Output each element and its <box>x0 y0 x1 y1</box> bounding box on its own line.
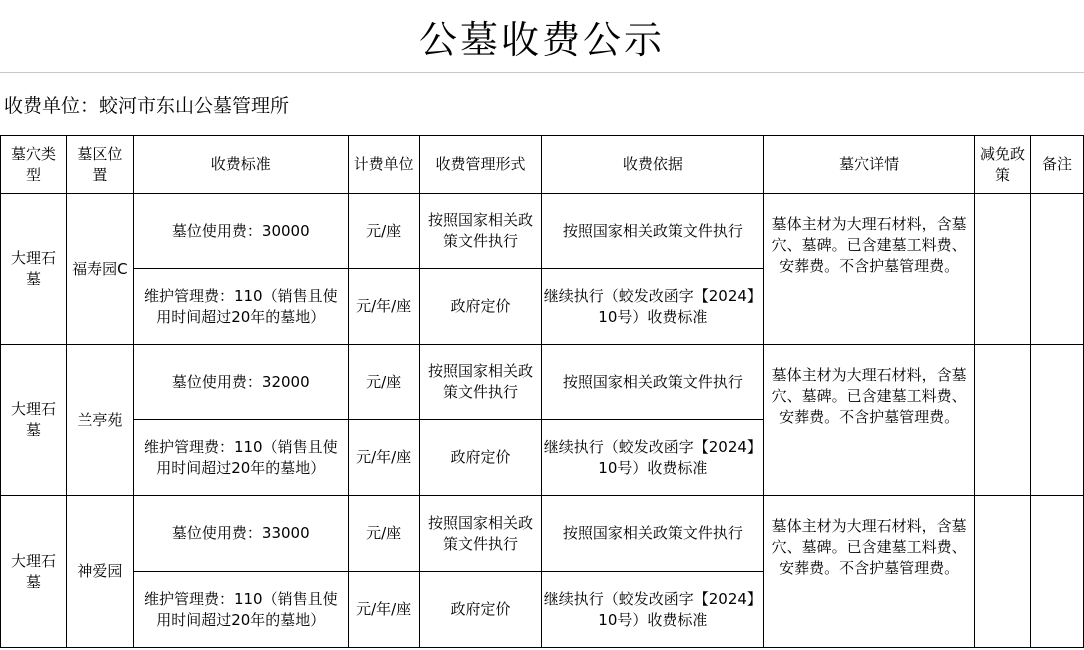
billing-unit-cell: 元/年/座 <box>348 269 419 345</box>
fee-basis-cell: 继续执行（蛟发改函字【2024】10号）收费标准 <box>542 420 764 496</box>
management-form-cell: 政府定价 <box>419 269 542 345</box>
billing-unit-cell: 元/年/座 <box>348 572 419 648</box>
table-row <box>1 194 1084 269</box>
fee-standard-cell: 墓位使用费：33000 <box>133 496 348 572</box>
billing-unit-cell: 元/座 <box>348 345 419 420</box>
header-cell: 墓穴详情 <box>764 136 975 194</box>
fee-table-container <box>0 135 1084 648</box>
fee-basis-cell: 继续执行（蛟发改函字【2024】10号）收费标准 <box>542 572 764 648</box>
tomb-detail-cell: 墓体主材为大理石材料，含墓穴、墓碑。已含建墓工料费、安葬费。不含护墓管理费。 <box>764 496 975 648</box>
tomb-location-cell: 兰亭苑 <box>66 345 133 496</box>
fee-basis-cell: 按照国家相关政策文件执行 <box>542 345 764 420</box>
remark-cell <box>1030 496 1083 648</box>
header-cell: 计费单位 <box>348 136 419 194</box>
fee-basis-cell: 按照国家相关政策文件执行 <box>542 194 764 269</box>
management-form-cell: 按照国家相关政策文件执行 <box>419 345 542 420</box>
management-form-cell: 政府定价 <box>419 572 542 648</box>
tomb-detail-cell: 墓体主材为大理石材料，含墓穴、墓碑。已含建墓工料费、安葬费。不含护墓管理费。 <box>764 194 975 345</box>
fee-standard-cell: 维护管理费：110（销售且使用时间超过20年的墓地） <box>133 572 348 648</box>
fee-basis-cell: 按照国家相关政策文件执行 <box>542 496 764 572</box>
tomb-detail-cell: 墓体主材为大理石材料，含墓穴、墓碑。已含建墓工料费、安葬费。不含护墓管理费。 <box>764 345 975 496</box>
fee-basis-cell: 继续执行（蛟发改函字【2024】10号）收费标准 <box>542 269 764 345</box>
header-cell: 备注 <box>1030 136 1083 194</box>
fee-table <box>0 135 1084 648</box>
billing-unit-cell: 元/座 <box>348 194 419 269</box>
tomb-type-cell: 大理石墓 <box>1 345 67 496</box>
relief-policy-cell <box>975 496 1031 648</box>
header-cell: 收费标准 <box>133 136 348 194</box>
header-cell: 墓穴类型 <box>1 136 67 194</box>
relief-policy-cell <box>975 194 1031 345</box>
header-row <box>1 136 1084 194</box>
tomb-location-cell: 神爱园 <box>66 496 133 648</box>
remark-cell <box>1030 345 1083 496</box>
charging-unit-line: 收费单位：蛟河市东山公墓管理所 <box>4 94 290 117</box>
tomb-type-cell: 大理石墓 <box>1 194 67 345</box>
fee-standard-cell: 维护管理费：110（销售且使用时间超过20年的墓地） <box>133 269 348 345</box>
management-form-cell: 政府定价 <box>419 420 542 496</box>
billing-unit-cell: 元/年/座 <box>348 420 419 496</box>
relief-policy-cell <box>975 345 1031 496</box>
table-row <box>1 496 1084 572</box>
tomb-type-cell: 大理石墓 <box>1 496 67 648</box>
header-cell: 减免政策 <box>975 136 1031 194</box>
fee-standard-cell: 墓位使用费：30000 <box>133 194 348 269</box>
header-cell: 收费管理形式 <box>419 136 542 194</box>
remark-cell <box>1030 194 1083 345</box>
table-row <box>1 345 1084 420</box>
tomb-location-cell: 福寿园C <box>66 194 133 345</box>
page-title: 公墓收费公示 <box>0 0 1084 73</box>
management-form-cell: 按照国家相关政策文件执行 <box>419 194 542 269</box>
header-cell: 收费依据 <box>542 136 764 194</box>
fee-standard-cell: 维护管理费：110（销售且使用时间超过20年的墓地） <box>133 420 348 496</box>
fee-standard-cell: 墓位使用费：32000 <box>133 345 348 420</box>
header-cell: 墓区位置 <box>66 136 133 194</box>
billing-unit-cell: 元/座 <box>348 496 419 572</box>
management-form-cell: 按照国家相关政策文件执行 <box>419 496 542 572</box>
